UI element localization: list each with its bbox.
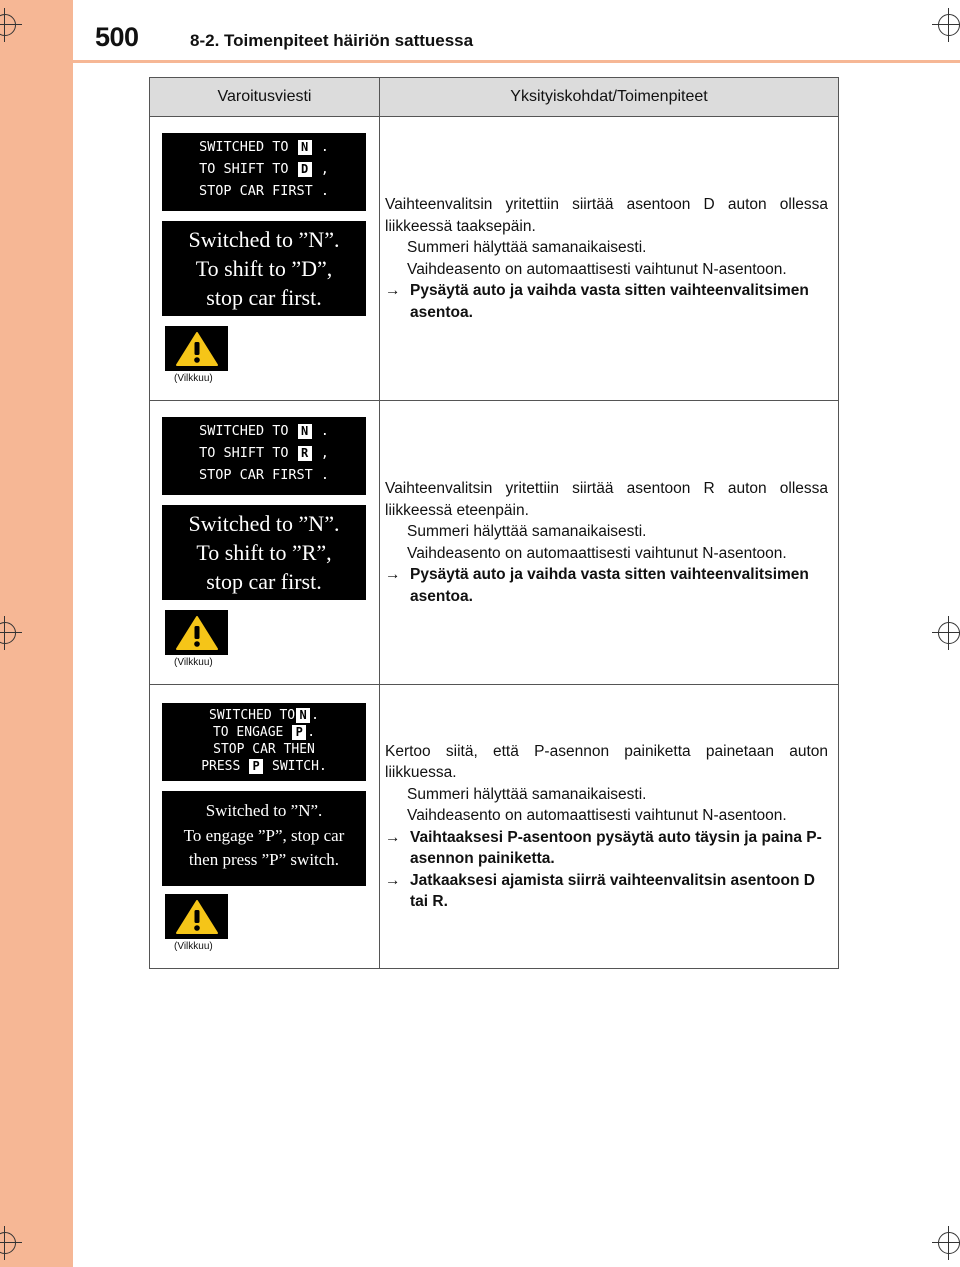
gear-indicator: N [298,424,312,439]
action-text: Jatkaaksesi ajamista siirrä vaihteenvalitsin asentoon D tai R. [410,871,815,910]
gear-indicator: P [292,725,306,740]
warning-message-table [149,77,839,969]
detail-text: Summeri hälyttää samanaikaisesti. [407,785,647,803]
display-text: PRESS [201,759,241,774]
registration-mark-icon [938,1232,960,1254]
icon-caption: (Vilkkuu) [174,941,213,952]
display-text: To shift to ”R”, [196,540,332,565]
details-cell [380,401,839,685]
action-item [385,870,828,913]
details-cell [380,685,839,969]
display-text: STOP CAR FIRST . [198,467,330,483]
display-text: SWITCH. [272,759,327,774]
display-text: TO SHIFT TO [199,445,289,461]
display-text: To engage ”P”, stop car [183,825,345,845]
display-text: To shift to ”D”, [195,256,333,281]
warning-triangle-icon [165,610,228,655]
registration-mark-icon [0,622,16,644]
section-title: 8-2. Toimenpiteet häiriön sattuessa [190,31,474,50]
detail-text: Vaihdeasento on automaattisesti vaihtunut N-asentoon. [407,260,787,278]
page-number: 500 [95,22,139,52]
table-row [150,117,839,401]
column-header-warning: Varoitusviesti [150,78,380,117]
display-text: TO SHIFT TO [199,161,289,177]
display-text: Switched to ”N”. [205,801,323,820]
action-text: Pysäytä auto ja vaihda vasta sitten vaihteenvalitsimen asentoa. [410,282,809,321]
arrow-icon: → [385,828,401,846]
gear-indicator: P [249,759,263,774]
warning-image-cell [150,685,380,969]
header-rule [73,60,960,63]
display-message-large [162,791,366,886]
display-text: , [320,161,329,177]
warning-triangle-icon [165,894,228,939]
display-text: TO ENGAGE [212,725,284,740]
description-text: Kertoo siitä, että P-asennon painiketta painetaan auton liikkuessa. [385,742,828,781]
display-text: . [320,423,329,439]
table-row [150,685,839,969]
description-text: Vaihteenvalitsin yritettiin siirtää asentoon R auton ollessa liikkeessä eteenpäin. [385,480,828,519]
display-message-small [162,703,366,781]
display-text: SWITCHED TO [199,423,289,439]
description-text: Vaihteenvalitsin yritettiin siirtää asentoon D auton ollessa liikkeessä taaksepäin. [385,196,828,235]
icon-caption: (Vilkkuu) [174,657,213,668]
table-header-row [150,78,839,117]
display-text: . [311,708,319,723]
display-text: , [320,445,329,461]
warning-triangle-icon [165,326,228,371]
arrow-icon: → [385,871,401,889]
gear-indicator: R [298,446,312,461]
display-text: STOP CAR THEN [213,742,315,757]
detail-text: Summeri hälyttää samanaikaisesti. [407,239,647,256]
action-text: Vaihtaaksesi P-asentoon pysäytä auto täysin ja paina P-asennon painiketta. [410,828,822,867]
registration-mark-icon [0,1232,16,1254]
action-item [385,827,828,870]
display-text: STOP CAR FIRST . [198,183,330,199]
action-item [385,280,828,323]
gear-indicator: N [296,708,310,723]
table-row [150,401,839,685]
display-message-small [162,133,366,211]
display-text: then press ”P” switch. [188,850,340,869]
icon-caption: (Vilkkuu) [174,373,213,384]
display-text: . [320,139,329,155]
action-item [385,564,828,607]
display-message-small [162,417,366,495]
display-text: stop car first. [206,569,322,594]
display-text: SWITCHED TO [209,708,296,723]
detail-text: Vaihdeasento on automaattisesti vaihtunut N-asentoon. [407,544,787,562]
warning-image-cell [150,117,380,401]
details-cell [380,117,839,401]
detail-text: Summeri hälyttää samanaikaisesti. [407,523,647,540]
registration-mark-icon [938,622,960,644]
detail-text: Vaihdeasento on automaattisesti vaihtunut N-asentoon. [407,807,787,824]
registration-mark-icon [938,14,960,36]
display-text: Switched to ”N”. [188,227,340,252]
arrow-icon: → [385,282,401,299]
column-header-details: Yksityiskohdat/Toimenpiteet [380,78,839,117]
arrow-icon: → [385,566,401,583]
gear-indicator: N [298,140,312,155]
warning-image-cell [150,401,380,685]
display-text: stop car first. [206,285,322,310]
display-text: SWITCHED TO [199,139,289,155]
gear-indicator: D [298,162,312,177]
display-message-large [162,505,366,600]
display-message-large [162,221,366,316]
action-text: Pysäytä auto ja vaihda vasta sitten vaihteenvalitsimen asentoa. [410,566,809,605]
registration-mark-icon [0,14,16,36]
display-text: . [307,725,316,740]
display-text: Switched to ”N”. [188,511,340,536]
